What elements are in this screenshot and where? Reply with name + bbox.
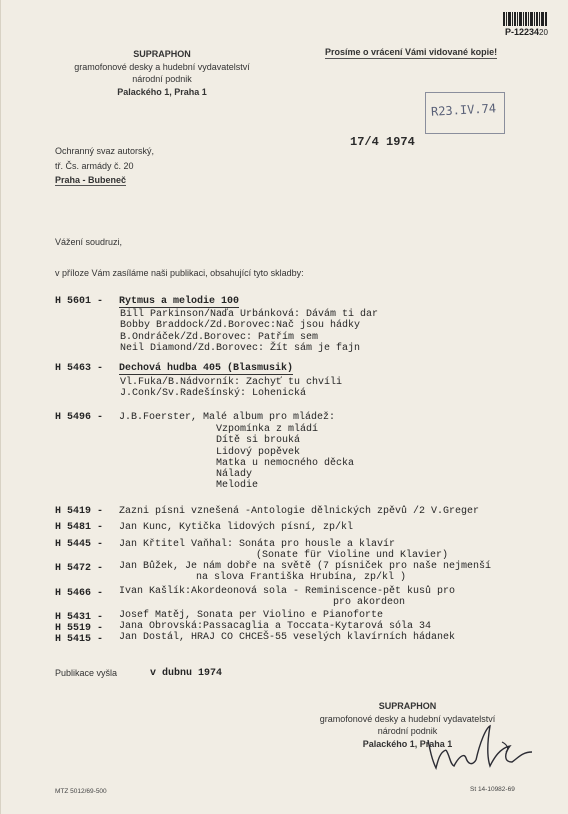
list-item: Lidový popěvek [216, 446, 301, 458]
publication-code: H 5601 - [55, 296, 104, 307]
publication-entry: Ivan Kašlík:Akordeonová sola - Reminiscence-pět kusů pro [119, 586, 456, 597]
publication-title: Rytmus a melodie 100 [119, 296, 240, 307]
publication-title: J.B.Foerster, Malé album pro mládež: [119, 412, 336, 423]
barcode-number: P-1223420 [505, 27, 548, 37]
signature-line1: gramofonové desky a hudební vydavatelství [319, 713, 496, 724]
publication-entry-cont: na slova Františka Hrubína, zp/kl ) [196, 572, 407, 583]
recipient-address [55, 144, 154, 188]
recipient-line1: Ochranný svaz autorský, [55, 146, 155, 156]
publication-code: H 5463 - [55, 363, 104, 374]
salutation: Vážení soudruzi, [55, 237, 123, 247]
letterhead-line2: národní podnik [132, 74, 192, 84]
list-item: B.Ondráček/Zd.Borovec: Patřím sem [120, 331, 319, 343]
return-copy-notice: Prosíme o vrácení Vámi vidované kopie! [325, 47, 498, 57]
recipient-city: Praha - Bubeneč [55, 175, 127, 185]
letterhead-company: SUPRAPHON [133, 49, 191, 59]
page-edge [0, 0, 1, 814]
received-stamp-text: R23.IV.74 [430, 101, 497, 119]
letterhead-address: Palackého 1, Praha 1 [117, 86, 207, 97]
barcode-icon [503, 12, 547, 26]
publication-code: H 5466 - [55, 588, 104, 599]
signature-company: SUPRAPHON [378, 701, 437, 711]
signature-line2: národní podnik [377, 726, 438, 736]
footer-print-code: St 14-10982-69 [470, 786, 515, 793]
publication-items [120, 377, 342, 400]
publication-items [120, 309, 378, 354]
list-item: Matka u nemocného děcka [216, 457, 355, 469]
publication-entry: Josef Matěj, Sonata per Violino e Pianoforte [119, 610, 384, 621]
publication-code: H 5415 - [55, 634, 104, 645]
list-item: Dítě si brouká [216, 435, 301, 447]
publication-code: H 5481 - [55, 522, 104, 533]
publication-code: H 5496 - [55, 412, 104, 423]
publication-code: H 5472 - [55, 563, 104, 574]
letterhead [62, 48, 262, 98]
publication-entry: Jan Dostál, HRAJ CO CHCEŠ-55 veselých klavírních hádanek [119, 632, 456, 643]
publication-entry: Jan Kunc, Kytička lidových písní, zp/kl [119, 522, 354, 533]
received-stamp [425, 92, 505, 134]
intro-text: v příloze Vám zasíláme naši publikaci, obsahující tyto skladby: [55, 268, 304, 278]
publication-items [216, 424, 354, 492]
list-item: Nálady [216, 469, 253, 481]
publication-entry: Zazni písni vznešená -Antologie dělnických zpěvů /2 V.Greger [119, 506, 480, 517]
list-item: Bobby Braddock/Zd.Borovec:Nač jsou hádky [120, 320, 361, 332]
publication-code: H 5445 - [55, 539, 104, 550]
publication-entry-cont: pro akordeon [333, 597, 406, 608]
publication-entry: Jan Křtitel Vaňhal: Sonáta pro housle a klavír [119, 539, 396, 550]
publication-code: H 5519 - [55, 623, 104, 634]
publication-code: H 5431 - [55, 612, 104, 623]
letter-date: 17/4 1974 [350, 135, 415, 149]
list-item: Vzpomínka z mládí [216, 424, 319, 435]
recipient-line2: tř. Čs. armády č. 20 [55, 160, 134, 171]
publication-entry-cont: (Sonate für Violine und Klavier) [256, 550, 449, 561]
letterhead-line1: gramofonové desky a hudební vydavatelství [74, 61, 250, 72]
published-label: Publikace vyšla [55, 668, 118, 678]
publication-code: H 5419 - [55, 506, 104, 517]
list-item: J.Conk/Sv.Radešínský: Lohenická [120, 388, 307, 400]
list-item: Vl.Fuka/B.Nádvorník: Zachyť tu chvíli [120, 377, 343, 388]
list-item: Bill Parkinson/Naďa Urbánková: Dávám ti dar [120, 309, 379, 320]
publication-entry: Jan Bůžek, Je nám dobře na světě (7 písniček pro naše nejmenší [119, 561, 492, 572]
publication-title: Dechová hudba 405 (Blasmusik) [119, 363, 294, 374]
signature-address: Palackého 1, Praha 1 [362, 738, 453, 749]
published-date: v dubnu 1974 [150, 668, 223, 679]
footer-form-code: MTZ 5012/69-500 [55, 788, 107, 795]
list-item: Melodie [216, 480, 259, 492]
list-item: Neil Diamond/Zd.Borovec: Žít sám je fajn [120, 342, 361, 354]
signature-icon [420, 722, 540, 777]
publication-entry: Jana Obrovská:Passacaglia a Toccata-Kytarová sóla 34 [119, 621, 432, 632]
